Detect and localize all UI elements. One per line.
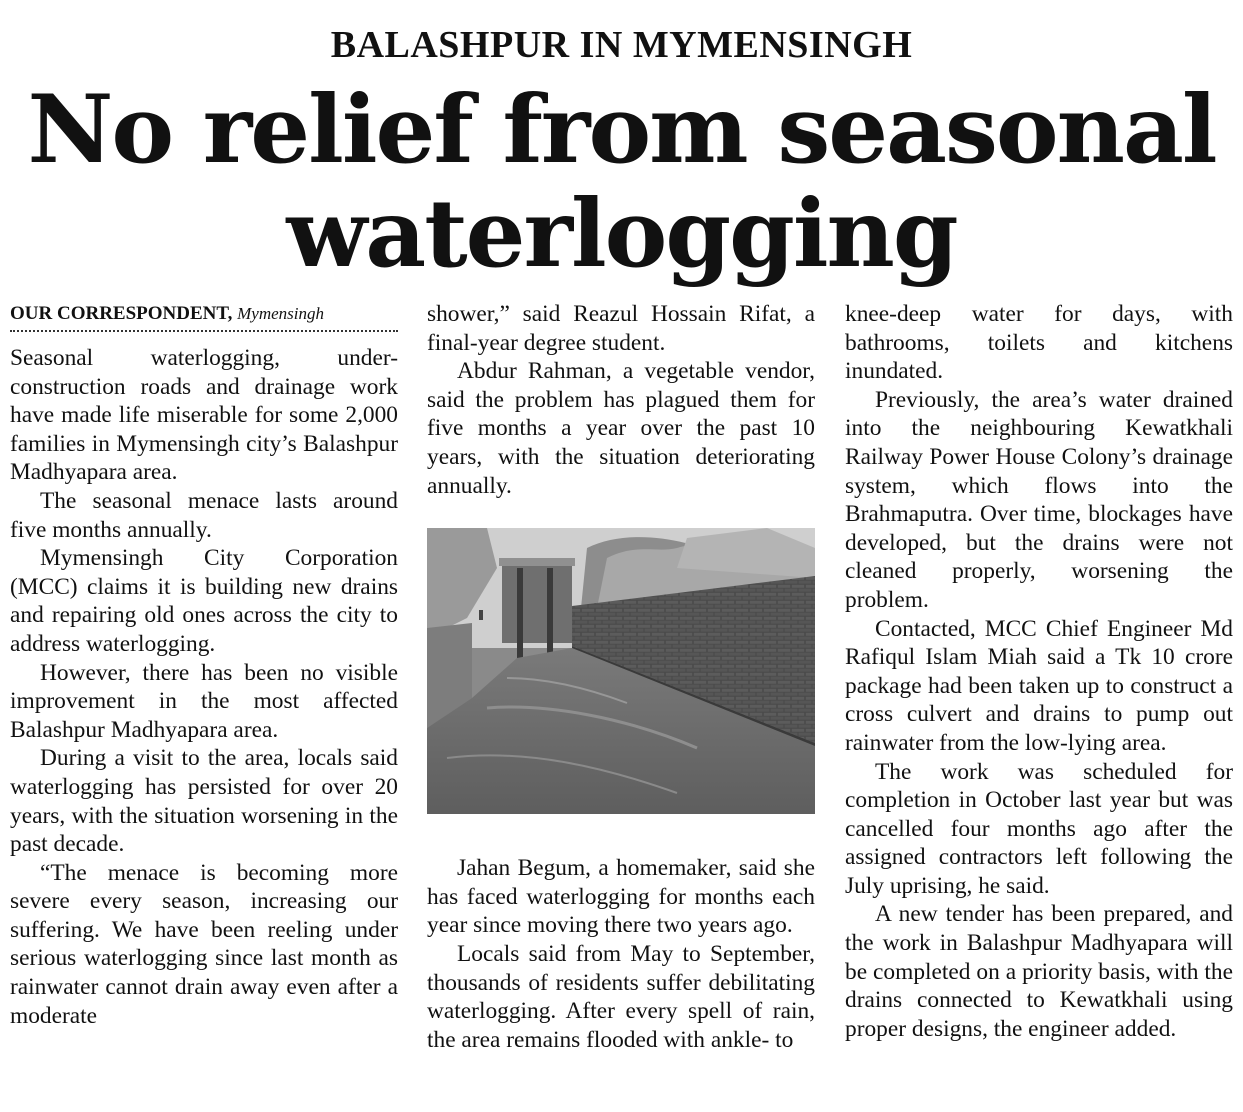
paragraph: Seasonal waterlogging, under-construction roads and drainage work have made life miserable for some 2,000 families in Mymensingh city’s Balashpur Madhyapara area. (10, 345, 398, 486)
byline-name: OUR CORRESPONDENT, (10, 303, 233, 324)
paragraph: Locals said from May to September, thousands of residents suffer debilitating waterlogging. After every spell of rain, the area remains flooded with ankle- to (427, 940, 815, 1053)
article-column-2 (427, 300, 815, 1054)
paragraph: During a visit to the area, locals said waterlogging has persisted for over 20 years, with the situation worsening in the past decade. (10, 745, 398, 858)
paragraph: Contacted, MCC Chief Engineer Md Rafiqul Islam Miah said a Tk 10 crore package had been taken up to construct a cross culvert and drains to pump out rainwater from the low-lying area. (845, 615, 1233, 756)
paragraph: Abdur Rahman, a vegetable vendor, said the problem has plagued them for five months a year over the past 10 years, with the situation deteriorating annually. (427, 358, 815, 499)
article-kicker: BALASHPUR IN MYMENSINGH (330, 24, 913, 66)
byline-place: Mymensingh (237, 304, 325, 323)
byline (10, 300, 398, 332)
paragraph: “The menace is becoming more severe every season, increasing our suffering. We have been reeling under serious waterlogging since last month as rainwater cannot drain away even after a moderate (10, 859, 398, 1029)
article-headline (0, 75, 1243, 289)
headline-line-2: waterlogging (286, 179, 957, 289)
article-column-1 (10, 300, 398, 1030)
headline-line-1: No relief from seasonal (27, 75, 1216, 185)
paragraph: The seasonal menace lasts around five months annually. (10, 487, 398, 543)
paragraph: The work was scheduled for completion in October last year but was cancelled four months ago after the assigned contractors left following the July uprising, he said. (845, 758, 1233, 899)
paragraph: However, there has been no visible improvement in the most affected Balashpur Madhyapara area. (10, 659, 398, 743)
paragraph: Mymensingh City Corporation (MCC) claims it is building new drains and repairing old ones across the city to address waterlogging. (10, 545, 398, 657)
article-column-3 (845, 300, 1233, 1043)
paragraph: Jahan Begum, a homemaker, said she has faced waterlogging for months each year since moving there two years ago. (427, 855, 815, 939)
paragraph: Previously, the area’s water drained into the neighbouring Kewatkhali Railway Power House Colony’s drainage system, which flows into the Brahmaputra. Over time, blockages have developed, but the drains were not cleaned properly, worsening the problem. (845, 386, 1233, 613)
photo-illustration (427, 528, 815, 814)
paragraph: shower,” said Reazul Hossain Rifat, a final-year degree student. (427, 301, 815, 356)
paragraph: knee-deep water for days, with bathrooms, toilets and kitchens inundated. (845, 301, 1233, 385)
waterlogged-lane-photo (427, 528, 815, 814)
paragraph: A new tender has been prepared, and the work in Balashpur Madhyapara will be completed on a priority basis, with the drains connected to Kewatkhali using proper designs, the engineer added. (845, 901, 1233, 1042)
